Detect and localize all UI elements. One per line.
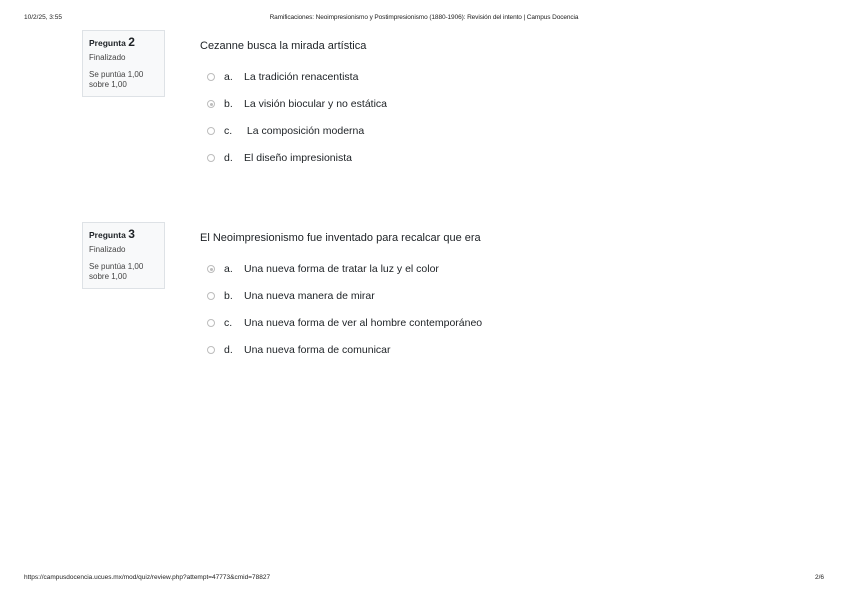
- print-header: [24, 14, 824, 24]
- print-date: 10/2/25, 3:55: [24, 14, 62, 21]
- answer-option-a[interactable]: [200, 71, 640, 98]
- question-content: [200, 231, 640, 371]
- answer-text: Una nueva forma de comunicar: [244, 344, 391, 356]
- question-text: El Neoimpresionismo fue inventado para recalcar que era: [200, 232, 481, 244]
- answer-text: Una nueva forma de ver al hombre contemporáneo: [244, 317, 483, 329]
- question-number: Pregunta 3: [89, 227, 135, 241]
- radio-button[interactable]: [207, 127, 215, 135]
- answer-letter: a.: [224, 263, 233, 275]
- answer-option-a[interactable]: [200, 263, 640, 290]
- answer-letter: d.: [224, 344, 233, 356]
- answer-option-d[interactable]: [200, 152, 640, 179]
- answer-option-d[interactable]: [200, 344, 640, 371]
- answer-option-c[interactable]: [200, 317, 640, 344]
- answer-letter: c.: [224, 317, 233, 329]
- question-number: Pregunta 2: [89, 35, 135, 49]
- answer-list: [200, 263, 640, 371]
- answer-letter: b.: [224, 98, 233, 110]
- answer-option-b[interactable]: [200, 98, 640, 125]
- radio-button[interactable]: [207, 154, 215, 162]
- print-url: https://campusdocencia.ucues.mx/mod/quiz/review.php?attempt=47773&cmid=78827: [24, 574, 271, 581]
- page-number: 2/6: [814, 574, 824, 581]
- answer-text: La tradición renacentista: [244, 71, 359, 83]
- answer-text: Una nueva forma de tratar la luz y el color: [244, 263, 439, 275]
- radio-button[interactable]: [207, 292, 215, 300]
- radio-button-selected[interactable]: [207, 265, 215, 273]
- answer-letter: b.: [224, 290, 233, 302]
- answer-text: La composición moderna: [244, 125, 365, 137]
- answer-option-b[interactable]: [200, 290, 640, 317]
- question-text: Cezanne busca la mirada artística: [200, 40, 367, 52]
- radio-button-selected[interactable]: [207, 100, 215, 108]
- radio-button[interactable]: [207, 319, 215, 327]
- print-title: Ramificaciones: Neoimpresionismo y Postimpresionismo (1880-1906): Revisión del intento | Campus Docencia: [269, 14, 579, 21]
- answer-option-c[interactable]: [200, 125, 640, 152]
- answer-text: El diseño impresionista: [244, 152, 352, 164]
- answer-text: Una nueva manera de mirar: [244, 290, 375, 302]
- answer-text: La visión biocular y no estática: [244, 98, 387, 110]
- question-info: [82, 222, 165, 289]
- answer-list: [200, 71, 640, 179]
- question-state: Finalizado: [89, 245, 126, 254]
- question-state: Finalizado: [89, 53, 126, 62]
- answer-letter: d.: [224, 152, 233, 164]
- question-grade: Se puntúa 1,00 sobre 1,00: [89, 70, 144, 89]
- answer-letter: a.: [224, 71, 233, 83]
- question-grade: Se puntúa 1,00 sobre 1,00: [89, 262, 144, 281]
- question-info: [82, 30, 165, 97]
- radio-button[interactable]: [207, 73, 215, 81]
- answer-letter: c.: [224, 125, 233, 137]
- radio-button[interactable]: [207, 346, 215, 354]
- print-footer: [24, 574, 824, 584]
- question-content: [200, 39, 640, 179]
